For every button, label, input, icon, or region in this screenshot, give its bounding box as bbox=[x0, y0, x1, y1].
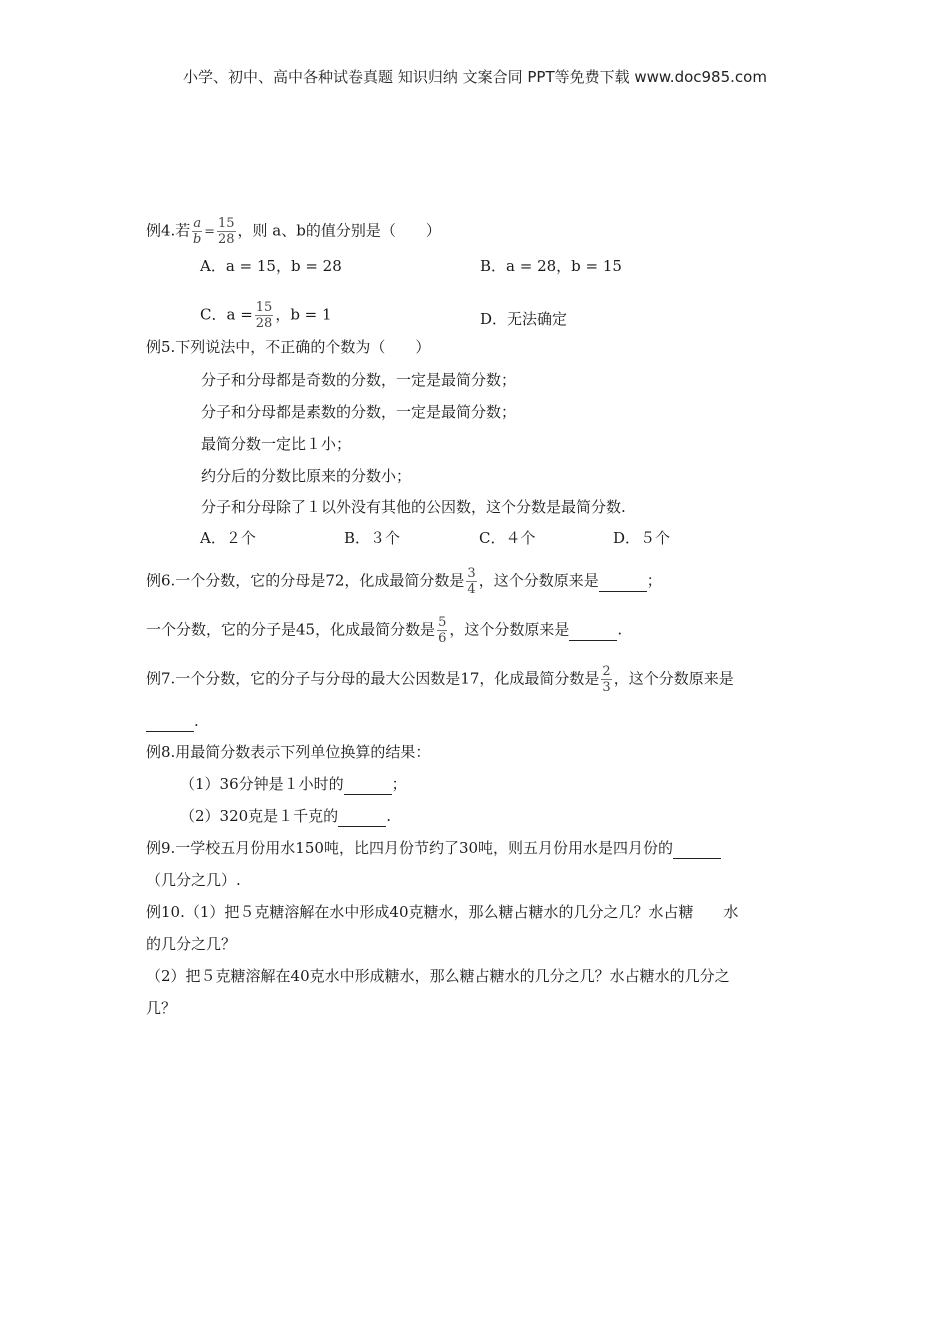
ex7-answer-blank bbox=[146, 711, 194, 732]
ex8-title: 例8.用最简分数表示下列单位换算的结果： bbox=[146, 743, 431, 761]
ex4-optc-num: 15 bbox=[255, 300, 273, 315]
ex4-prefix: 例4.若 bbox=[146, 221, 191, 240]
ex9-answer-blank bbox=[673, 838, 721, 859]
ex7-fraction bbox=[601, 664, 611, 695]
ex6-line-1 bbox=[146, 566, 662, 597]
ex8-q2-answer-blank bbox=[338, 806, 386, 827]
ex8-q1-answer-blank bbox=[344, 774, 392, 795]
ex10-line-2: 的几分之几？ bbox=[146, 935, 237, 953]
ex4-frac-a: a bbox=[193, 216, 202, 231]
ex4-option-c bbox=[200, 300, 332, 331]
ex6-l1-end: ； bbox=[646, 571, 662, 590]
ex4-option-d: D．无法确定 bbox=[480, 310, 568, 328]
ex6-l2-suffix: ，这个分数原来是 bbox=[449, 620, 570, 639]
ex8-question-2 bbox=[180, 806, 391, 827]
ex6-l1-answer-blank bbox=[599, 571, 647, 592]
ex7-prefix: 例7.一个分数，它的分子与分母的最大公因数是17，化成最简分数是 bbox=[146, 669, 600, 688]
ex4-frac-den: 28 bbox=[217, 232, 235, 247]
ex8-question-1 bbox=[180, 774, 407, 795]
ex10-line-3: （2）把５克糖溶解在40克水中形成糖水，那么糖占糖水的几分之几？水占糖水的几分之 bbox=[146, 967, 730, 985]
ex9-text: 例9.一学校五月份用水150吨，比四月份节约了30吨，则五月份用水是四月份的 bbox=[146, 839, 674, 857]
ex10-line-1: 例10.（1）把５克糖溶解在水中形成40克糖水，那么糖占糖水的几分之几？水占糖 水 bbox=[146, 903, 739, 921]
ex4-fraction-1528 bbox=[217, 216, 236, 247]
ex6-l1-den: 4 bbox=[467, 582, 476, 597]
ex8-q2-end: . bbox=[386, 807, 391, 825]
ex7-end: . bbox=[194, 712, 199, 730]
ex7-suffix: ，这个分数原来是 bbox=[613, 669, 734, 688]
ex4-optc-den: 28 bbox=[255, 316, 273, 331]
ex5-option-a: A．２个 bbox=[200, 529, 256, 547]
ex8-q1-text: （1）36分钟是１小时的 bbox=[180, 775, 344, 793]
ex4-frac-b: b bbox=[193, 232, 202, 247]
ex9-line-2: （几分之几）. bbox=[146, 871, 241, 889]
ex4-question bbox=[146, 216, 441, 247]
ex7-line-2 bbox=[146, 711, 199, 732]
ex7-den: 3 bbox=[602, 680, 611, 695]
ex5-statement-3: 最简分数一定比１小； bbox=[201, 435, 352, 453]
ex8-q1-end: ； bbox=[391, 775, 407, 793]
ex5-statement-2: 分子和分母都是素数的分数，一定是最简分数； bbox=[201, 403, 517, 421]
ex6-l1-prefix: 例6.一个分数，它的分母是72，化成最简分数是 bbox=[146, 571, 465, 590]
ex5-option-d: D．５个 bbox=[613, 529, 671, 547]
ex5-statement-4: 约分后的分数比原来的分数小； bbox=[201, 467, 412, 485]
ex6-l2-answer-blank bbox=[569, 620, 617, 641]
ex9-line-1 bbox=[146, 838, 721, 859]
ex6-l2-den: 6 bbox=[438, 631, 447, 646]
ex5-option-c: C．４个 bbox=[479, 529, 536, 547]
ex4-suffix: ，则 a、b的值分别是（ ） bbox=[237, 221, 441, 240]
ex10-line-4: 几？ bbox=[146, 999, 177, 1017]
ex5-statement-5: 分子和分母除了１以外没有其他的公因数，这个分数是最简分数. bbox=[201, 498, 626, 516]
ex6-l1-fraction bbox=[466, 566, 476, 597]
ex4-option-b: B．a = 28，b = 15 bbox=[480, 257, 622, 275]
ex4-equals: = bbox=[204, 224, 215, 240]
ex6-l2-prefix: 一个分数，它的分子是45，化成最简分数是 bbox=[146, 620, 436, 639]
page-header: 小学、初中、高中各种试卷真题 知识归纳 文案合同 PPT等免费下载 www.doc985.com bbox=[183, 68, 767, 86]
ex8-q2-text: （2）320克是１千克的 bbox=[180, 807, 339, 825]
ex5-title: 例5.下列说法中，不正确的个数为（ ） bbox=[146, 338, 431, 356]
ex6-l2-end: . bbox=[617, 620, 623, 639]
ex6-l1-num: 3 bbox=[467, 566, 476, 581]
ex7-num: 2 bbox=[602, 664, 611, 679]
ex4-optc-prefix: C．a = bbox=[200, 305, 253, 324]
ex5-statement-1: 分子和分母都是奇数的分数，一定是最简分数； bbox=[201, 371, 517, 389]
ex5-option-b: B．３个 bbox=[344, 529, 401, 547]
ex6-line-2 bbox=[146, 615, 622, 646]
ex7-line-1 bbox=[146, 664, 734, 695]
ex4-option-a: A．a = 15，b = 28 bbox=[200, 257, 342, 275]
ex6-l1-suffix: ，这个分数原来是 bbox=[478, 571, 599, 590]
ex6-l2-fraction bbox=[437, 615, 447, 646]
ex4-optc-suffix: ，b = 1 bbox=[275, 305, 332, 324]
ex4-optc-fraction bbox=[255, 300, 274, 331]
ex4-frac-num: 15 bbox=[217, 216, 235, 231]
ex6-l2-num: 5 bbox=[438, 615, 447, 630]
ex4-fraction-ab bbox=[192, 216, 202, 247]
